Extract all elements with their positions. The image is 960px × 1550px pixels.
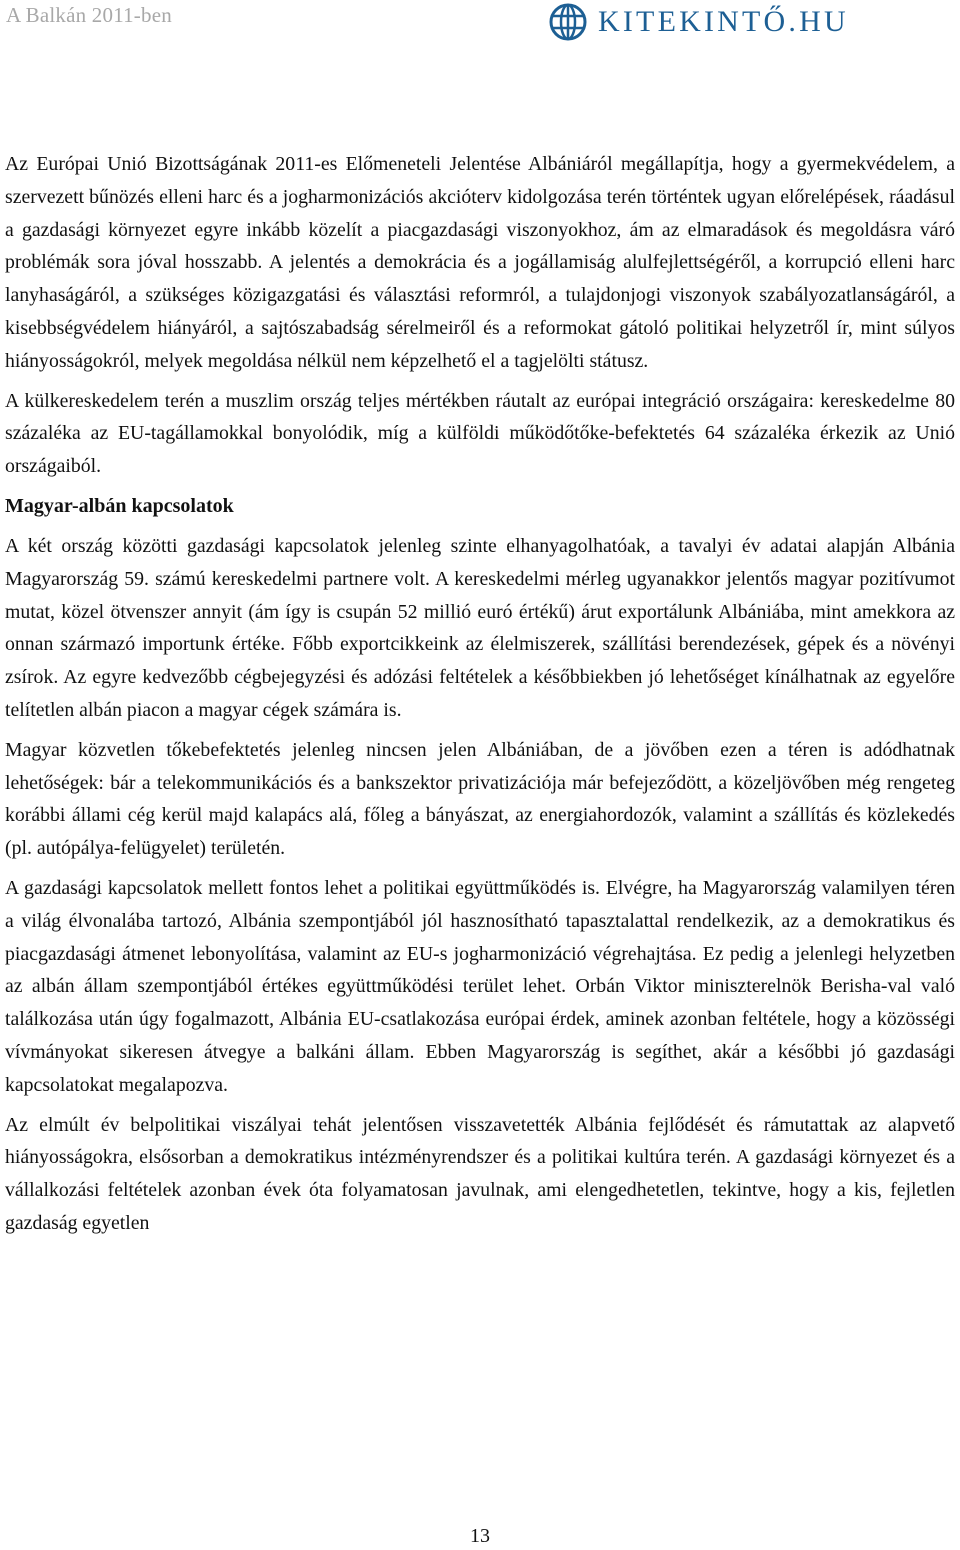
document-body xyxy=(5,148,955,1247)
page-header xyxy=(0,0,960,44)
globe-logo-icon xyxy=(548,2,588,42)
body-paragraph-1: Az Európai Unió Bizottságának 2011-es Előmeneteli Jelentése Albániáról megállapítja, hogy a gyermekvédelem, a szervezett bűnözés elleni harc és a jogharmonizációs akcióterv kidolgozása terén történtek ugyan előrelépések, ráadásul a gazdasági környezet egyre inkább közelít a piacgazdasági viszonyokhoz, ám az elmaradások és megoldásra váró problémák sora jóval hosszabb. A jelentés a demokrácia és a jogállamiság alulfejlettségéről, a korrupció elleni harc lanyhaságáról, a szükséges közigazgatási és választási reformról, a tulajdonjogi viszonyok szabályozatlanságáról, a kisebbségvédelem hiányáról, a sajtószabadság sérelmeiről és a reformokat gátoló politikai helyzetről ír, mint súlyos hiányosságokról, melyek megoldása nélkül nem képzelhető el a tagjelölti státusz. xyxy=(5,153,955,372)
section-paragraph-2: Magyar közvetlen tőkebefektetés jelenleg nincsen jelen Albániában, de a jövőben ezen a téren is adódhatnak lehetőségek: bár a telekommunikációs és a bankszektor privatizációja már befejeződött, a közeljövőben még rengeteg korábbi állami cég kerül majd kalapács alá, főleg a bányászat, az energiahordozók, valamint a szállítás és közlekedés (pl. autópálya-felügyelet) területén. xyxy=(5,738,955,860)
section-heading: Magyar-albán kapcsolatok xyxy=(5,494,234,517)
page-number: 13 xyxy=(470,1525,490,1547)
section-paragraph-1: A két ország közötti gazdasági kapcsolatok jelenleg szinte elhanyagolhatóak, a tavalyi év adatai alapján Albánia Magyarország 59. számú kereskedelmi partnere volt. A kereskedelmi mérleg ugyanakkor jelentős magyar pozitívumot mutat, közel ötvenszer annyit (ám így is csupán 52 millió euró értékű) árut exportálunk Albániába, mint amekkora az onnan származó importunk értéke. Főbb exportcikkeink az élelmiszerek, szállítási berendezések, gépek és a növényi zsírok. Az egyre kedvezőbb cégbejegyzési és adózási feltételek a későbbiekben jó lehetőséget kínálhatnak az egyelőre telítetlen albán piacon a magyar cégek számára is. xyxy=(5,534,955,721)
section-paragraph-3: A gazdasági kapcsolatok mellett fontos lehet a politikai együttműködés is. Elvégre, ha Magyarország valamilyen téren a világ élvonalába tartozó, Albánia szempontjából jól hasznosítható tapasztalattal rendelkezik, az a demokratikus és piacgazdasági átmenet lebonyolítása, valamint az EU-s jogharmonizáció végrehajtása. Ez pedig a jelenlegi helyzetben az albán állam szempontjából értékes együttműködési terület lehet. Orbán Viktor miniszterelnök Berisha-val való találkozása után úgy fogalmazott, Albánia EU-csatlakozása európai érdek, aminek azonban feltétele, hogy a közösségi vívmányokat sikeresen átvegye a balkáni állam. Ebben Magyarország is segíthet, akár a későbbi jó gazdasági kapcsolatokat megalapozva. xyxy=(5,876,955,1096)
kitekinto-logo xyxy=(548,2,849,42)
running-header-title: A Balkán 2011-ben xyxy=(6,3,172,27)
logo-wordmark: KITEKINTŐ.HU xyxy=(598,5,849,38)
body-paragraph-2: A külkereskedelem terén a muszlim ország teljes mértékben ráutalt az európai integráció országaira: kereskedelme 80 százaléka az EU-tagállamokkal bonyolódik, míg a külföldi működőtőke-befektetés 64 százaléka érkezik az Unió országaiból. xyxy=(5,389,955,478)
section-paragraph-4: Az elmúlt év belpolitikai viszályai tehát jelentősen visszavetették Albánia fejlődését és rámutattak az alapvető hiányosságokra, elsősorban a demokratikus intézményrendszer és a politikai kultúra terén. A gazdasági környezet és a vállalkozási feltételek azonban évek óta folyamatosan javulnak, ami elengedhetetlen, tekintve, hogy a kis, fejletlen gazdaság egyetlen xyxy=(5,1113,955,1234)
